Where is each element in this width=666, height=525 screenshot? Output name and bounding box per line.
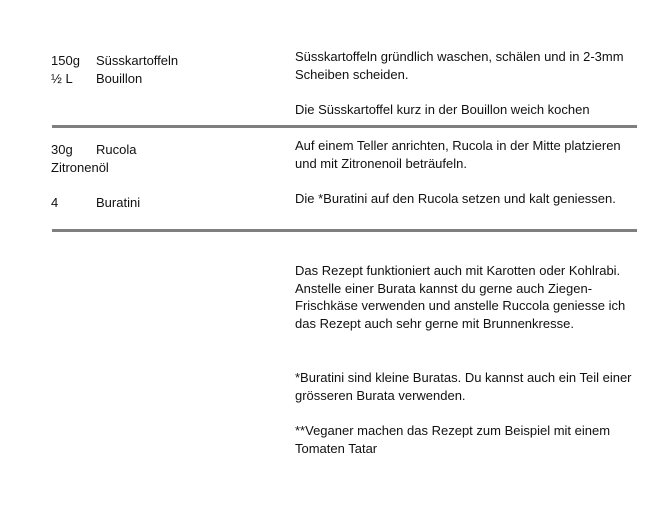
section-divider xyxy=(52,125,637,128)
recipe-note: *Buratini sind kleine Buratas. Du kannst auch ein Teil einer grösseren Burata verwenden. xyxy=(295,370,632,403)
ingredient-name: Zitronenöl xyxy=(51,160,109,175)
instruction-step: Süsskartoffeln gründlich waschen, schälen und in 2-3mm Scheiben scheiden. xyxy=(295,49,624,82)
ingredient-name: Rucola xyxy=(96,142,137,157)
ingredient-name: Süsskartoffeln xyxy=(96,53,179,68)
recipe-note: **Veganer machen das Rezept zum Beispiel mit einem Tomaten Tatar xyxy=(295,423,611,456)
instruction-step: Die Süsskartoffel kurz in der Bouillon weich kochen xyxy=(295,102,590,117)
recipe-note: Das Rezept funktioniert auch mit Karotten oder Kohlrabi. Anstelle einer Burata kannst du gerne auch Ziegen-Frischkäse verwenden und anstelle Ruccola geniesse ich das Rezept auch sehr gerne mit Brunnenkresse. xyxy=(295,263,626,331)
ingredient-qty: ½ L xyxy=(51,71,73,86)
ingredient-name: Buratini xyxy=(96,195,141,210)
ingredient-qty: 150g xyxy=(51,53,80,68)
instruction-step: Die *Buratini auf den Rucola setzen und kalt geniessen. xyxy=(295,191,616,206)
ingredient-qty: 4 xyxy=(51,195,59,210)
instruction-step: Auf einem Teller anrichten, Rucola in der Mitte platzieren und mit Zitronenoil beträufeln. xyxy=(295,138,621,171)
ingredient-qty: 30g xyxy=(51,142,73,157)
ingredient-name: Bouillon xyxy=(96,71,143,86)
section-divider xyxy=(52,229,637,232)
